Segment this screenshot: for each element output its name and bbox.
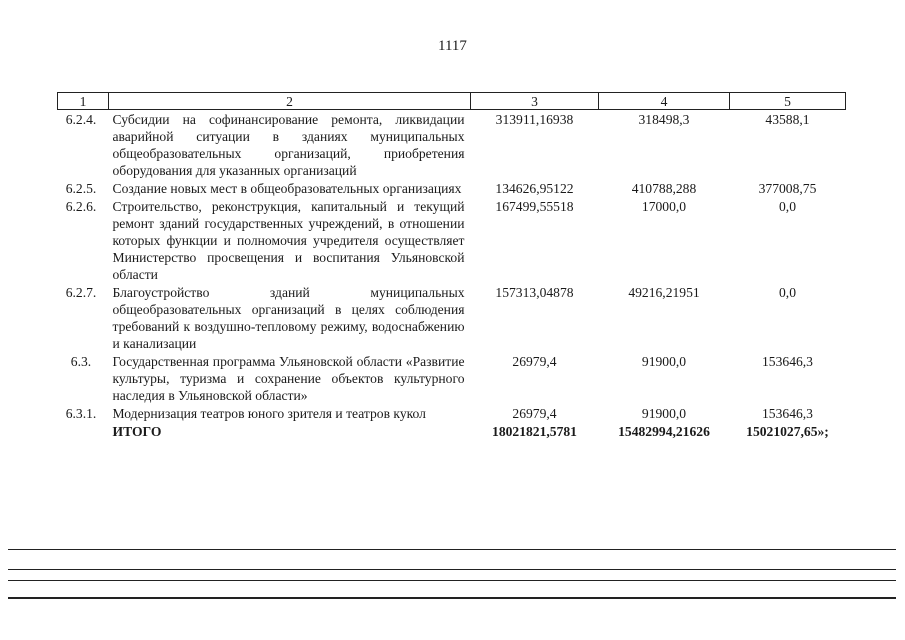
- row-value-col4: 410788,288: [631, 181, 697, 196]
- row-value-col4: 91900,0: [641, 354, 687, 369]
- row-value-col5: 153646,3: [762, 354, 813, 369]
- row-code: 6.2.5.: [65, 181, 97, 196]
- column-header: 1: [58, 93, 109, 110]
- row-value-col3: 313911,16938: [495, 112, 574, 127]
- row-value-col3: 26979,4: [512, 354, 557, 369]
- total-value-col5: 15021027,65»;: [746, 424, 829, 439]
- total-code: [58, 422, 109, 440]
- row-value-col3: 157313,04878: [495, 285, 574, 300]
- row-code: 6.3.1.: [65, 406, 97, 421]
- column-header: 3: [471, 93, 599, 110]
- table-row: [58, 179, 846, 197]
- row-value-col5: 153646,3: [762, 406, 813, 421]
- row-code: 6.2.7.: [65, 285, 97, 300]
- row-value-col5: 43588,1: [765, 112, 810, 127]
- row-value-col4: 91900,0: [641, 406, 687, 421]
- row-name: Государственная программа Ульяновской области «Развитие культуры, туризма и сохранение объектов культурного наследия в Ульяновской области»: [112, 354, 465, 403]
- row-value-col4: 17000,0: [641, 199, 687, 214]
- footer-rule: [8, 580, 896, 581]
- row-value-col3: 134626,95122: [495, 181, 574, 196]
- table-row: [58, 404, 846, 422]
- row-value-col4: 318498,3: [638, 112, 690, 127]
- total-label: ИТОГО: [112, 424, 162, 439]
- row-value-col5: 377008,75: [758, 181, 817, 196]
- footer-rule: [8, 549, 896, 550]
- table-row: [58, 352, 846, 404]
- row-name: Модернизация театров юного зрителя и театров кукол: [112, 406, 426, 421]
- row-value-col5: 0,0: [779, 199, 796, 214]
- row-code: 6.3.: [70, 354, 92, 369]
- budget-table: [57, 92, 846, 440]
- footer-rule: [8, 597, 896, 599]
- row-name: Строительство, реконструкция, капитальный и текущий ремонт зданий государственных учреждений, в отношении которых функции и полномочия учредителя осуществляет Министерство просвещения и воспитания Ульяновской области: [112, 199, 465, 282]
- row-value-col5: 0,0: [779, 285, 796, 300]
- row-value-col3: 26979,4: [512, 406, 557, 421]
- footer-rule: [8, 569, 896, 570]
- table-header-row: [58, 93, 846, 110]
- total-value-col3: 18021821,5781: [492, 424, 577, 439]
- table-row: [58, 110, 846, 180]
- column-header: 4: [599, 93, 730, 110]
- row-name: Создание новых мест в общеобразовательных организациях: [112, 181, 462, 196]
- row-value-col3: 167499,55518: [495, 199, 574, 214]
- column-header: 2: [109, 93, 471, 110]
- row-name: Субсидии на софинансирование ремонта, ликвидации аварийной ситуации в зданиях муниципальных общеобразовательных организаций, приобретения оборудования для указанных организаций: [112, 112, 465, 178]
- table-row: [58, 283, 846, 352]
- page-number: 1117: [438, 38, 467, 54]
- total-row: [58, 422, 846, 440]
- row-value-col4: 49216,21951: [628, 285, 700, 300]
- table-row: [58, 197, 846, 283]
- row-code: 6.2.6.: [65, 199, 97, 214]
- row-name: Благоустройство зданий муниципальных общеобразовательных организаций в целях соблюдения требований к воздушно-тепловому режиму, водоснабжению и канализации: [112, 285, 465, 351]
- total-value-col4: 15482994,21626: [618, 424, 710, 439]
- column-header: 5: [730, 93, 846, 110]
- row-code: 6.2.4.: [65, 112, 97, 127]
